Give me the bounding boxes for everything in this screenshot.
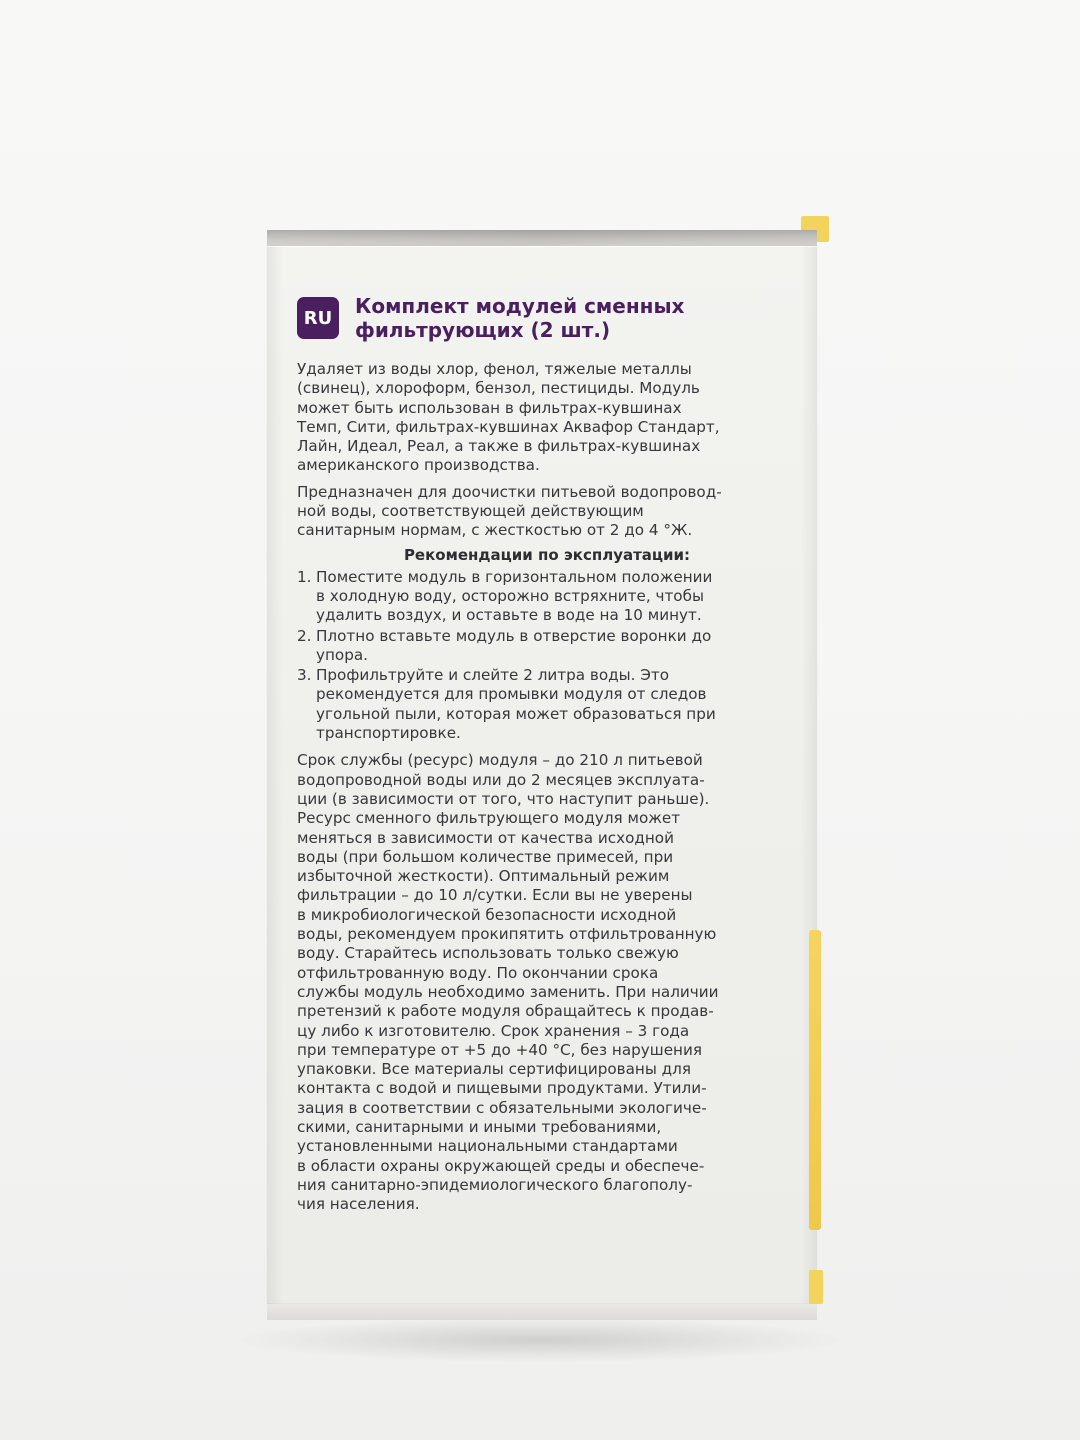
step-number: 1. (297, 567, 312, 586)
purpose-paragraph: Предназначен для доочистки питьевой водопровод- ной воды, соответствующей действующим санитарным нормам, с жесткостью от 2 до 4 °Ж. (297, 482, 722, 540)
step-text: Профильтруйте и слейте 2 литра воды. Это рекомендуется для промывки модуля от следов угольной пыли, которая может образоваться при транспортировке. (316, 666, 716, 743)
recommendations-list (297, 568, 797, 744)
product-box (267, 230, 817, 1320)
box-bottom-edge (267, 1304, 817, 1320)
list-item (297, 666, 797, 743)
box-shadow (240, 1318, 840, 1362)
yellow-side-accent (809, 930, 821, 1230)
step-text: Плотно вставьте модуль в отверстие воронки до упора. (316, 626, 712, 664)
step-number: 2. (297, 626, 312, 645)
step-number: 3. (297, 666, 312, 685)
label-content (297, 294, 797, 1214)
list-item (297, 627, 797, 666)
recommendations-title: Рекомендации по эксплуатации: (403, 545, 691, 564)
box-side-panel (267, 246, 817, 1304)
yellow-bottom-accent (809, 1270, 823, 1304)
label-header (297, 294, 797, 342)
service-life-paragraph: Срок службы (ресурс) модуля – до 210 л питьевой водопроводной воды или до 2 месяцев эксплуата- ции (в зависимости от того, что наступит раньше). Ресурс сменного фильтрующего модуля может меняться в зависимости от качества исходной воды (при большом количестве примесей, при избыточной жесткости). Оптимальный режим фильтрации – до 10 л/сутки. Если вы не уверены в микробиологической безопасности исходной воды, рекомендуем прокипятить отфильтрованную воду. Старайтесь использовать только свежую отфильтрованную воду. По окончании срока службы модуль необходимо заменить. При наличии претензий к работе модуля обращайтесь к продав- цу либо к изготовителю. Срок хранения – 3 года при температуре от +5 до +40 °С, без нарушения упаковки. Все материалы сертифицированы для контакта с водой и пищевыми продуктами. Утили- зация в соответствии с обязательными экологиче- скими, санитарными и иными требованиями, установленными национальными стандартами в области охраны окружающей среды и обеспече- ния санитарно-эпидемиологического благополу- чия населения. (297, 751, 719, 1214)
step-text: Поместите модуль в горизонтальном положении в холодную воду, осторожно встряхните, чтобы удалить воздух, и оставьте в воде на 10 минут. (316, 567, 713, 625)
intro-paragraph: Удаляет из воды хлор, фенол, тяжелые металлы (свинец), хлороформ, бензол, пестициды. Модуль может быть использован в фильтрах-кувшинах Темп, Сити, фильтрах-кувшинах Аквафор Стандарт, Лайн, Идеал, Реал, а также в фильтрах-кувшинах американского производства. (297, 360, 720, 475)
product-title: Комплект модулей сменных фильтрующих (2 шт.) (355, 294, 685, 342)
language-badge: RU (297, 297, 339, 339)
list-item (297, 568, 797, 626)
